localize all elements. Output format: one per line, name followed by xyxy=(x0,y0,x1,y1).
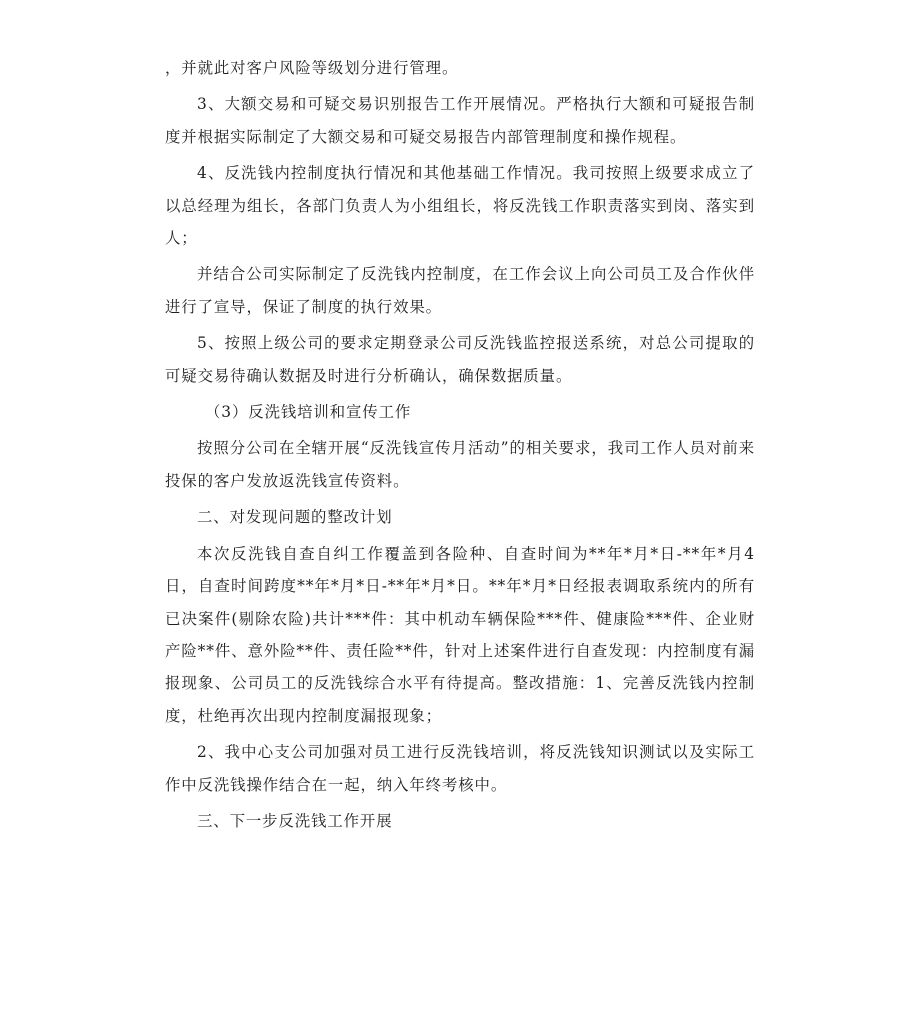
paragraph-risk-grading: ，并就此对客户风险等级划分进行管理。 xyxy=(165,59,459,77)
paragraph-internal-control-system: 并结合公司实际制定了反洗钱内控制度，在工作会议上向公司员工及合作伙伴进行了宣导，保证了制度的执行效果。 xyxy=(165,265,755,316)
paragraph-self-inspection: 本次反洗钱自查自纠工作覆盖到各险种、自查时间为**年*月*日-**年*月4日，自查时间跨度**年*月*日-**年*月*日。**年*月*日经报表调取系统内的所有已决案件(剔除农险)共计***件：其中机动车辆保险***件、健康险***件、企业财产险**件、意外险**件、责任险**件，针对上述案件进行自查发现：内控制度有漏报现象、公司员工的反洗钱综合水平有待提高。整改措施：1、完善反洗钱内控制度，杜绝再次出现内控制度漏报现象； xyxy=(165,544,755,725)
paragraph-staff-training: 2、我中心支公司加强对员工进行反洗钱培训，将反洗钱知识测试以及实际工作中反洗钱操作结合在一起，纳入年终考核中。 xyxy=(165,743,755,794)
heading-next-steps: 三、下一步反洗钱工作开展 xyxy=(197,811,393,830)
paragraph-publicity-month: 按照分公司在全辖开展“反洗钱宣传月活动”的相关要求，我司工作人员对前来投保的客户发放返洗钱宣传资料。 xyxy=(165,439,755,490)
paragraph-internal-control-execution: 4、反洗钱内控制度执行情况和其他基础工作情况。我司按照上级要求成立了以总经理为组长，各部门负责人为小组组长，将反洗钱工作职责落实到岗、落实到人； xyxy=(165,164,755,248)
paragraph-large-suspicious-reporting: 3、大额交易和可疑交易识别报告工作开展情况。严格执行大额和可疑报告制度并根据实际制定了大额交易和可疑交易报告内部管理制度和操作规程。 xyxy=(165,95,755,146)
heading-training-publicity: （3）反洗钱培训和宣传工作 xyxy=(205,403,412,422)
document-page xyxy=(165,52,755,841)
paragraph-monitoring-system: 5、按照上级公司的要求定期登录公司反洗钱监控报送系统，对总公司提取的可疑交易待确认数据及时进行分析确认，确保数据质量。 xyxy=(165,334,755,385)
heading-rectification-plan: 二、对发现问题的整改计划 xyxy=(197,508,393,527)
